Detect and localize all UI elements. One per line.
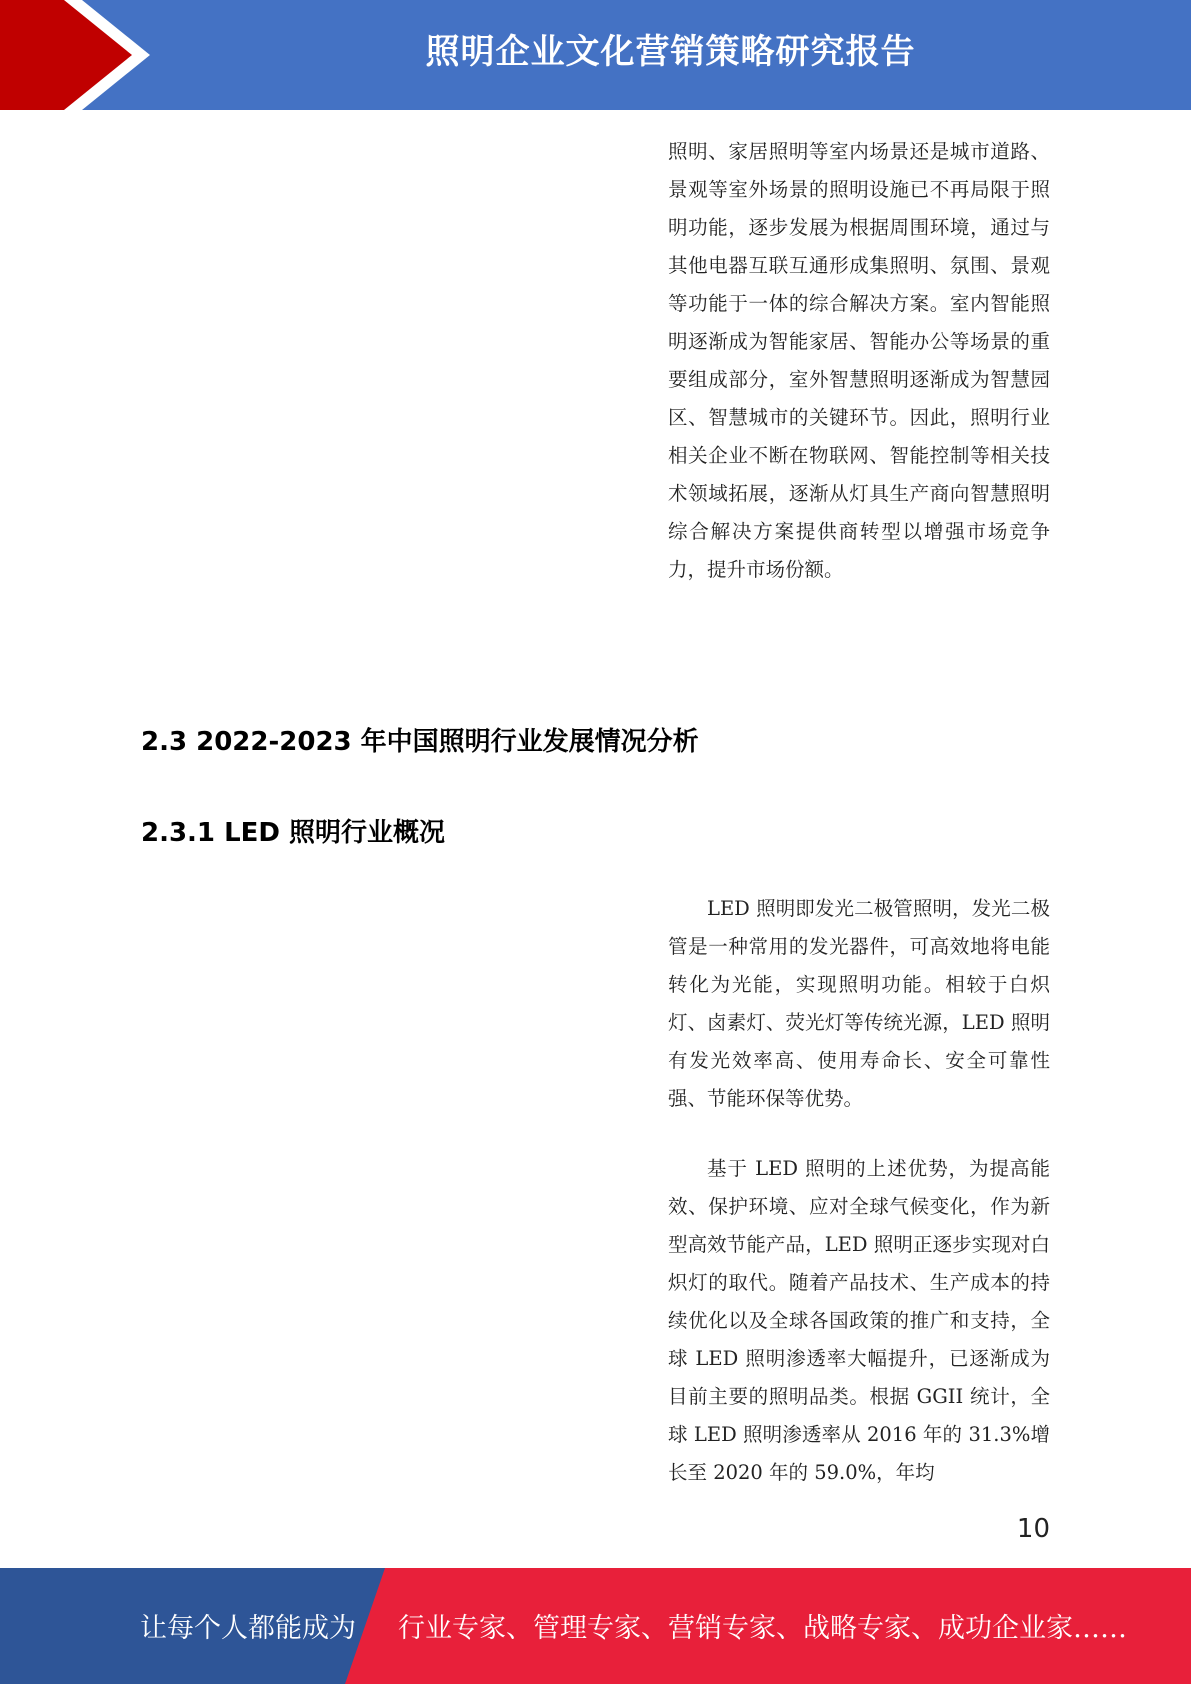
body-paragraph: 基于 LED 照明的上述优势，为提高能效、保护环境、应对全球气候变化，作为新型高效节能产品，LED 照明正逐步实现对白炽灯的取代。随着产品技术、生产成本的持续优化以及全球各国政策的推广和支持，全球 LED 照明渗透率大幅提升，已逐渐成为目前主要的照明品类。根据 GGII 统计，全球 LED 照明渗透率从 2016 年的 31.3%增长至 2020 年的 59.0%，年均: [668, 1157, 1050, 1484]
report-title: 照明企业文化营销策略研究报告: [425, 32, 916, 72]
body-paragraph: 照明、家居照明等室内场景还是城市道路、景观等室外场景的照明设施已不再局限于照明功能，逐步发展为根据周围环境，通过与其他电器互联互通形成集照明、氛围、景观等功能于一体的综合解决方案。室内智能照明逐渐成为智能家居、智能办公等场景的重要组成部分，室外智慧照明逐渐成为智慧园区、智慧城市的关键环节。因此，照明行业相关企业不断在物联网、智能控制等相关技术领域拓展，逐渐从灯具生产商向智慧照明综合解决方案提供商转型以增强市场竞争力，提升市场份额。: [668, 140, 1050, 581]
section-heading: 2.3 2022-2023 年中国照明行业发展情况分析: [141, 727, 699, 757]
subsection-heading: 2.3.1 LED 照明行业概况: [141, 818, 446, 848]
footer-slogan-right: 行业专家、管理专家、营销专家、战略专家、成功企业家……: [398, 1613, 1127, 1644]
footer-banner: [0, 1568, 1191, 1684]
page-number: 10: [1016, 1514, 1050, 1544]
footer-slogan-left: 让每个人都能成为: [140, 1613, 356, 1644]
body-paragraph: LED 照明即发光二极管照明，发光二极管是一种常用的发光器件，可高效地将电能转化为光能，实现照明功能。相较于白炽灯、卤素灯、荧光灯等传统光源，LED 照明有发光效率高、使用寿命长、安全可靠性强、节能环保等优势。: [668, 897, 1050, 1110]
report-header: [0, 0, 1191, 110]
chevron-arrow-logo: [0, 0, 160, 110]
